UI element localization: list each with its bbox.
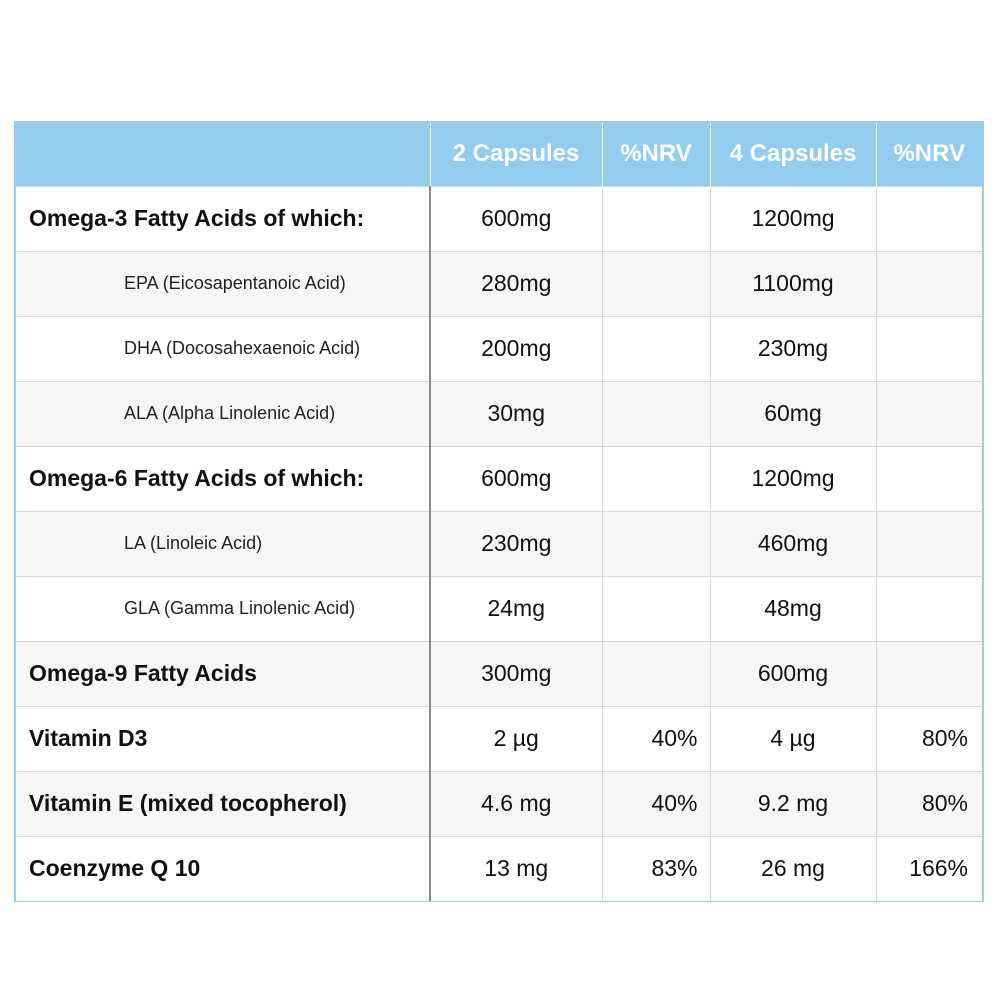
amount-4-capsules: 1200mg [710, 186, 876, 251]
header-nrv-2: %NRV [602, 123, 710, 186]
amount-4-capsules: 60mg [710, 381, 876, 446]
amount-2-capsules: 230mg [430, 511, 602, 576]
nutrient-name: Vitamin E (mixed tocopherol) [16, 771, 430, 836]
amount-2-capsules: 2 µg [430, 706, 602, 771]
table-row [16, 641, 982, 706]
nrv-4-capsules [876, 381, 982, 446]
nrv-2-capsules: 40% [602, 706, 710, 771]
nrv-2-capsules [602, 576, 710, 641]
amount-2-capsules: 4.6 mg [430, 771, 602, 836]
nutrient-name: Omega-3 Fatty Acids of which: [16, 186, 430, 251]
table-row [16, 706, 982, 771]
nrv-2-capsules [602, 316, 710, 381]
nutrient-name: Coenzyme Q 10 [16, 836, 430, 901]
table-header-row [16, 123, 982, 186]
nrv-4-capsules [876, 251, 982, 316]
nrv-2-capsules [602, 511, 710, 576]
nutrient-name: EPA (Eicosapentanoic Acid) [16, 251, 430, 316]
header-nutrient [16, 123, 430, 186]
nrv-2-capsules [602, 186, 710, 251]
amount-2-capsules: 600mg [430, 446, 602, 511]
nrv-2-capsules: 83% [602, 836, 710, 901]
amount-4-capsules: 460mg [710, 511, 876, 576]
nrv-4-capsules: 80% [876, 706, 982, 771]
nrv-4-capsules [876, 576, 982, 641]
amount-2-capsules: 30mg [430, 381, 602, 446]
header-nrv-4: %NRV [876, 123, 982, 186]
amount-4-capsules: 1100mg [710, 251, 876, 316]
amount-2-capsules: 24mg [430, 576, 602, 641]
nutrient-name: GLA (Gamma Linolenic Acid) [16, 576, 430, 641]
table-row [16, 836, 982, 901]
nrv-4-capsules [876, 641, 982, 706]
nutrient-name: Omega-9 Fatty Acids [16, 641, 430, 706]
amount-2-capsules: 300mg [430, 641, 602, 706]
nrv-4-capsules [876, 446, 982, 511]
nutrient-name: DHA (Docosahexaenoic Acid) [16, 316, 430, 381]
table-row [16, 316, 982, 381]
nrv-4-capsules [876, 511, 982, 576]
nrv-2-capsules [602, 641, 710, 706]
header-2-capsules: 2 Capsules [430, 123, 602, 186]
nutrient-name: Omega-6 Fatty Acids of which: [16, 446, 430, 511]
header-4-capsules: 4 Capsules [710, 123, 876, 186]
table-row [16, 381, 982, 446]
nrv-2-capsules [602, 251, 710, 316]
amount-4-capsules: 9.2 mg [710, 771, 876, 836]
amount-2-capsules: 280mg [430, 251, 602, 316]
nrv-4-capsules: 166% [876, 836, 982, 901]
nutrition-table [16, 123, 982, 901]
table-row [16, 771, 982, 836]
table-row [16, 446, 982, 511]
amount-4-capsules: 4 µg [710, 706, 876, 771]
nrv-2-capsules [602, 381, 710, 446]
amount-4-capsules: 26 mg [710, 836, 876, 901]
nutrition-table-container [14, 121, 984, 902]
amount-2-capsules: 200mg [430, 316, 602, 381]
amount-4-capsules: 48mg [710, 576, 876, 641]
amount-2-capsules: 13 mg [430, 836, 602, 901]
nrv-4-capsules [876, 186, 982, 251]
table-row [16, 576, 982, 641]
nutrient-name: LA (Linoleic Acid) [16, 511, 430, 576]
nutrient-name: ALA (Alpha Linolenic Acid) [16, 381, 430, 446]
amount-2-capsules: 600mg [430, 186, 602, 251]
amount-4-capsules: 1200mg [710, 446, 876, 511]
amount-4-capsules: 230mg [710, 316, 876, 381]
table-row [16, 511, 982, 576]
nrv-2-capsules: 40% [602, 771, 710, 836]
amount-4-capsules: 600mg [710, 641, 876, 706]
nrv-4-capsules [876, 316, 982, 381]
nrv-2-capsules [602, 446, 710, 511]
table-row [16, 251, 982, 316]
nutrient-name: Vitamin D3 [16, 706, 430, 771]
table-row [16, 186, 982, 251]
nrv-4-capsules: 80% [876, 771, 982, 836]
